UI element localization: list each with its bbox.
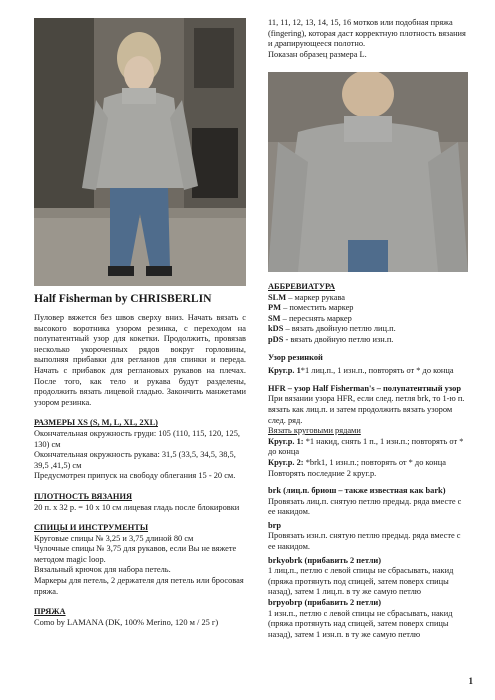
sizes-heading: РАЗМЕРЫ XS (S, M, L, XL, 2XL) <box>34 418 158 428</box>
term-definition: 1 лиц.п., петлю с левой спицы не сбрасывать, накид (пряжа протянуть под спицей, затем поверх спицы назад), затем 1 лиц.п. в ту же самую петлю <box>268 566 454 597</box>
rib-heading: Узор резинкой <box>268 352 323 362</box>
yarn-line: 11, 11, 12, 13, 14, 15, 16 мотков или подобная пряжа (fingering), которая даст корректную плотность вязания и драпирующееся полотно. <box>268 18 466 49</box>
abbr-row: SM – переснять маркер <box>268 313 352 323</box>
term-name: brk (лиц.п. бриош – также известная как bark) <box>268 486 446 496</box>
sizes-chest: Окончательная окружность груди: 105 (110, 115, 120, 125, 130) см <box>34 428 241 449</box>
left-column <box>34 292 246 628</box>
gauge-heading: ПЛОТНОСТЬ ВЯЗАНИЯ <box>34 491 133 501</box>
rib-row: Круг.р. 1*1 лиц.п., 1 изн.п., повторять от * до конца <box>268 366 454 376</box>
hfr-row-1: Круг.р. 1: *1 накид, снять 1 п., 1 изн.п.; повторять от * до конца <box>268 436 464 457</box>
abbr-heading: АББРЕВИАТУРА <box>268 282 336 291</box>
hfr-text: При вязании узора HFR, если след. петля brk, то 1-ю п. вязать как лиц.п. и затем продолжить вязать узором след. ряд. <box>268 394 465 425</box>
yarn-line: Como by LAMANA (DK, 100% Merino, 120 м / 25 г) <box>34 617 219 627</box>
right-column-bottom <box>268 282 468 640</box>
gauge-text: 20 п. x 32 р. = 10 x 10 см лицевая гладь после блокировки <box>34 502 240 512</box>
page-number: 1 <box>468 676 473 686</box>
intro-paragraph: Пуловер вяжется без швов сверху вниз. Начать вязать с высокого воротника узором резинка, с переходом на полупатентный узор для кокетки. Продолжить, провязав несколько укороченных рядов вокруг горловины, выполняя прибавки для регланов для спинки и переда. Начать с прибавок для реглановых рукавов на плечах. После того, как тело и рукава будут разделены, продолжить вязать лицевой гладью. Закончить манжетами узором резинка. <box>34 313 246 407</box>
term-name: brp <box>268 520 282 530</box>
term-name: brpyobrp (прибавить 2 петли) <box>268 598 382 608</box>
abbr-row: kDS – вязать двойную петлю лиц.п. <box>268 324 396 334</box>
abbr-row: PM – поместить маркер <box>268 303 354 313</box>
hfr-subheading: Вязать круговыми рядами <box>268 426 361 436</box>
hfr-repeat: Повторять последние 2 круг.р. <box>268 468 377 478</box>
model-photo-street <box>34 18 246 286</box>
term-definition: Провязать изн.п. снятую петлю предыд. ряда вместе с ее накидом. <box>268 531 461 552</box>
sizes-sleeve: Окончательная окружность рукава: 31,5 (33,5, 34,5, 38,5, 39,5 ,41,5) см <box>34 450 236 470</box>
hfr-row-2: Круг.р. 2: *brk1, 1 изн.п.; повторять от * до конца <box>268 457 446 467</box>
term-definition: 1 изн.п., петлю с левой спицы не сбрасывать, накид (пряжа протянуть над спицей, затем поверх спицы назад), затем 1 изн.п. в ту же самую петлю <box>268 608 453 639</box>
needles-line: Маркеры для петель, 2 держателя для петель или бросовая пряжа. <box>34 576 244 596</box>
hfr-heading: HFR – узор Half Fisherman's – полупатентный узор <box>268 383 461 393</box>
needles-line: Чулочные спицы № 3,75 для рукавов, если Вы не вяжете методом magic loop. <box>34 544 237 564</box>
term-name: brkyobrk (прибавить 2 петли) <box>268 555 382 565</box>
needles-heading: СПИЦЫ И ИНСТРУМЕНТЫ <box>34 523 149 533</box>
abbr-row: pDS - вязать двойную петлю изн.п. <box>268 334 394 344</box>
model-photo-closeup <box>268 72 468 272</box>
term-definition: Провязать лиц.п. снятую петлю предыд. ряда вместе с ее накидом. <box>268 496 462 517</box>
pattern-title: Half Fisherman by CHRISBERLIN <box>34 292 212 305</box>
yarn-heading: ПРЯЖА <box>34 607 66 617</box>
yarn-line: Показан образец размера L. <box>268 49 367 59</box>
needles-line: Круговые спицы № 3,25 и 3,75 длиной 80 см <box>34 533 194 543</box>
needles-line: Вязальный крючок для набора петель. <box>34 565 171 575</box>
right-column-top <box>268 18 468 60</box>
sizes-ease: Предусмотрен припуск на свободу облегания 15 - 20 см. <box>34 471 236 481</box>
abbr-row: SLM – маркер рукава <box>268 292 346 302</box>
